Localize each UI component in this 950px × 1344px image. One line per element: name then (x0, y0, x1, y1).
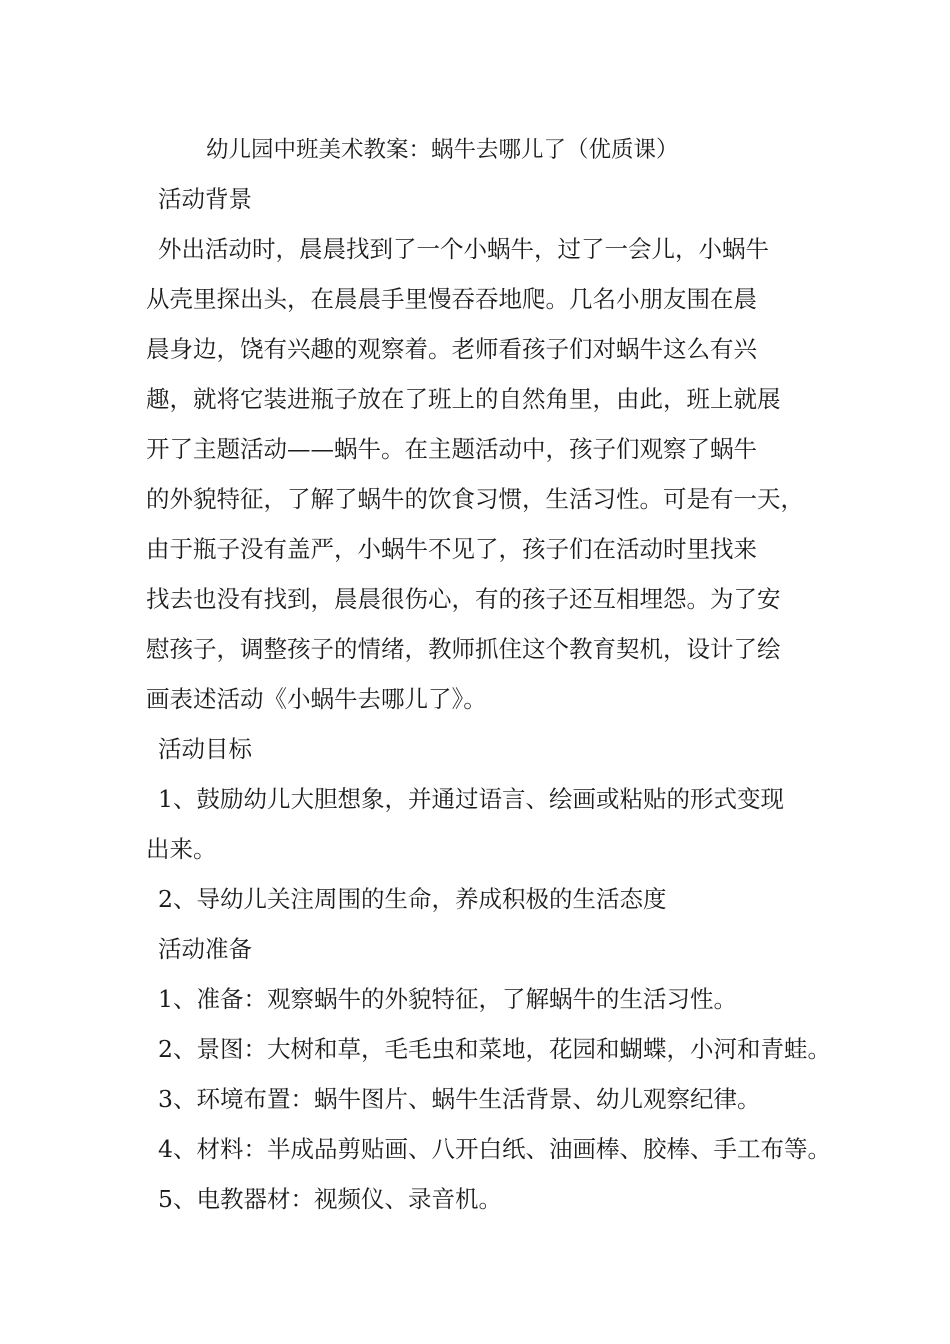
document-title: 幼儿园中班美术教案：蜗牛去哪儿了（优质课） (206, 137, 679, 163)
paragraph-line: 找去也没有找到，晨晨很伤心，有的孩子还互相埋怨。为了安 (146, 585, 781, 613)
preparation-item: 5、电教器材：视频仪、录音机。 (158, 1185, 502, 1213)
paragraph-line: 趣，就将它装进瓶子放在了班上的自然角里，由此，班上就展 (146, 385, 781, 413)
paragraph-line: 的外貌特征，了解了蜗牛的饮食习惯，生活习性。可是有一天， (146, 485, 804, 513)
paragraph-line: 外出活动时，晨晨找到了一个小蜗牛，过了一会儿，小蜗牛 (158, 235, 769, 263)
paragraph-line: 开了主题活动——蜗牛。在主题活动中，孩子们观察了蜗牛 (146, 435, 757, 463)
goal-item: 1、鼓励幼儿大胆想象，并通过语言、绘画或粘贴的形式变现 (158, 785, 784, 813)
preparation-item: 2、景图：大树和草，毛毛虫和菜地，花园和蝴蝶，小河和青蛙。 (158, 1035, 831, 1063)
preparation-item: 1、准备：观察蜗牛的外貌特征，了解蜗牛的生活习性。 (158, 985, 737, 1013)
paragraph-line: 晨身边，饶有兴趣的观察着。老师看孩子们对蜗牛这么有兴 (146, 335, 757, 363)
goal-item-continuation: 出来。 (146, 835, 217, 863)
paragraph-line: 从壳里探出头，在晨晨手里慢吞吞地爬。几名小朋友围在晨 (146, 285, 757, 313)
goal-item: 2、导幼儿关注周围的生命，养成积极的生活态度 (158, 885, 667, 913)
section-heading-goals: 活动目标 (158, 735, 252, 763)
preparation-item: 3、环境布置：蜗牛图片、蜗牛生活背景、幼儿观察纪律。 (158, 1085, 761, 1113)
preparation-item: 4、材料：半成品剪贴画、八开白纸、油画棒、胶棒、手工布等。 (158, 1135, 831, 1163)
section-heading-preparation: 活动准备 (158, 935, 252, 963)
section-heading-background: 活动背景 (158, 185, 252, 213)
paragraph-line: 由于瓶子没有盖严，小蜗牛不见了，孩子们在活动时里找来 (146, 535, 757, 563)
paragraph-line: 画表述活动《小蜗牛去哪儿了》。 (146, 685, 487, 713)
paragraph-line: 慰孩子，调整孩子的情绪，教师抓住这个教育契机，设计了绘 (146, 635, 781, 663)
document-page (146, 126, 831, 1224)
